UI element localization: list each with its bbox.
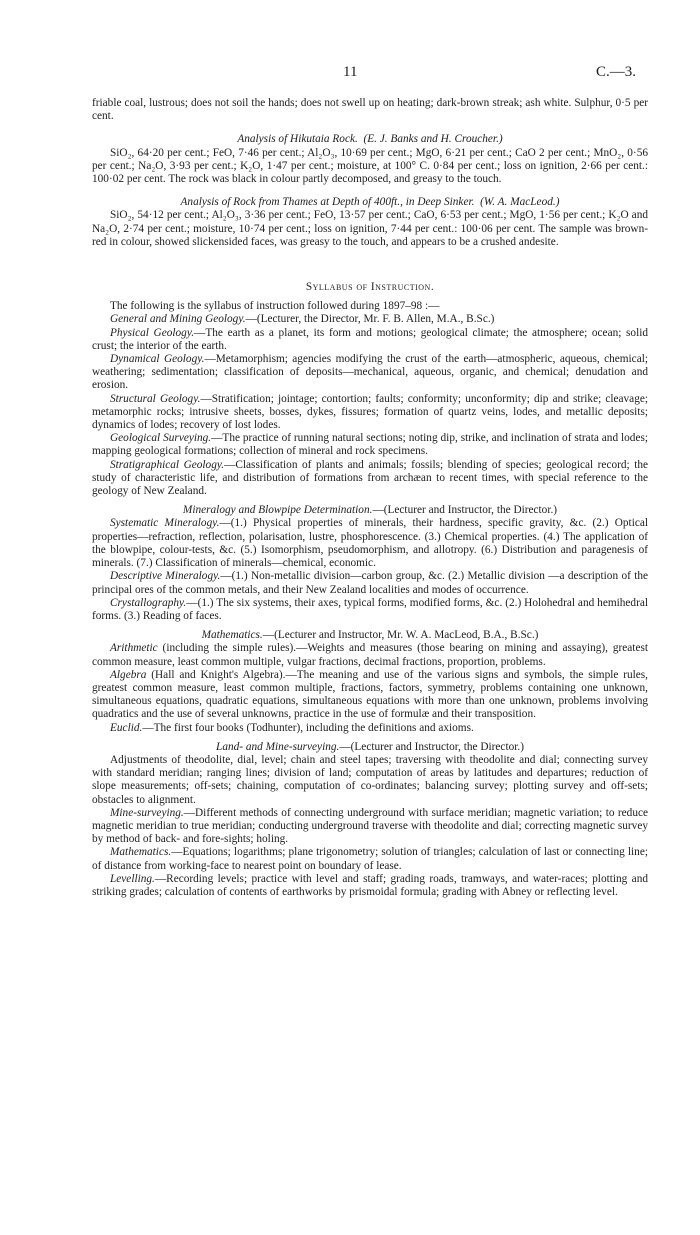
item-text: (Hall and Knight's Algebra).—The meaning and use of the various signs and symbols, the simple rules, greatest common measure, least common multiple, fractions, factors, symmetry, problems containing one unknown, simultaneous equations, quadratic equations, simultaneous equations with more than one unknown, problems involving quadratics and the use of several unknowns, practice in the use of formulæ and their transposition. bbox=[92, 668, 648, 721]
item-term: Crystallography. bbox=[110, 596, 187, 609]
syllabus-intro: The following is the syllabus of instruction followed during 1897–98 :— bbox=[110, 300, 440, 313]
item-text: —(1.) Physical properties of minerals, their hardness, specific gravity, &c. (2.) Optical properties—refraction, reflection, polarisation, lustre, phosphorescence. (3.) Chemical properties. (4.) The application of the blowpipe, colour-tests, &c. (5.) Isomorphism, pseudomorphism, and allotropy. (6.) Distribution and paragenesis of minerals. (7.) Classification of minerals—chemical, economic. bbox=[92, 517, 648, 570]
item-term: Algebra bbox=[110, 668, 147, 681]
item-text: —The practice of running natural sections; noting dip, strike, and inclination of strata and lodes; mapping geological formations; collection of mineral and rock specimens. bbox=[92, 432, 648, 458]
surveying-heading bbox=[92, 741, 648, 754]
item-text: —Stratification; jointage; contortion; faults; conformity; unconformity; dip and strike; cleavage; metamorphic rocks; intrusive sheets, bosses, dykes, fissures; formation of quartz veins, lodes, and metallic deposits; dynamics of lodes; recovery of lost lodes. bbox=[92, 392, 648, 432]
hikutaia-heading bbox=[92, 133, 648, 146]
syllabus-item bbox=[92, 353, 648, 393]
item-term: Mathematics. bbox=[110, 846, 172, 859]
syllabus-item bbox=[92, 432, 648, 458]
item-term: Euclid. bbox=[110, 721, 143, 734]
item-term: Dynamical Geology. bbox=[110, 353, 205, 366]
page-body bbox=[92, 97, 648, 899]
item-term: Systematic Mineralogy. bbox=[110, 517, 220, 530]
item-text: —The earth as a planet, its form and motions; geological climate; the atmosphere; ocean; solid crust; the interior of the earth. bbox=[92, 326, 648, 352]
item-term: Levelling. bbox=[110, 872, 155, 885]
item-term: Stratigraphical Geology. bbox=[110, 458, 225, 471]
item-text: (including the simple rules).—Weights and measures (those bearing on mining and assaying), greatest common measure, least common multiple, vulgar fractions, decimal fractions, proportion, problems. bbox=[92, 642, 648, 668]
mineralogy-title: Mineralogy and Blowpipe Determination. bbox=[182, 504, 373, 517]
item-term: Descriptive Mineralogy. bbox=[110, 570, 221, 583]
mathematics-lecturer: —(Lecturer and Instructor, Mr. W. A. MacLeod, B.A., B.Sc.) bbox=[262, 629, 539, 642]
mineralogy-lecturer: —(Lecturer and Instructor, the Director.) bbox=[372, 504, 558, 517]
hikutaia-title: Analysis of Hikutaia Rock. bbox=[237, 133, 358, 146]
item-text: —(1.) The six systems, their axes, typical forms, modified forms, &c. (2.) Holohedral and hemihedral forms. (3.) Reading of faces. bbox=[92, 596, 648, 622]
syllabus-item bbox=[92, 517, 648, 570]
syllabus-item bbox=[92, 327, 648, 353]
document-code: C.—3. bbox=[596, 64, 637, 80]
item-text: —Equations; logarithms; plane trigonometry; solution of triangles; calculation of last or connecting line; of distance from working-face to nearest point on boundary of lease. bbox=[92, 846, 648, 872]
mineralogy-heading bbox=[92, 504, 648, 517]
thames-authors: (W. A. MacLeod.) bbox=[480, 196, 560, 209]
thames-heading bbox=[92, 196, 648, 209]
syllabus-item bbox=[92, 722, 648, 735]
geology-title: General and Mining Geology. bbox=[110, 313, 246, 326]
item-term: Physical Geology. bbox=[110, 326, 195, 339]
intro-paragraph: friable coal, lustrous; does not soil the hands; does not swell up on heating; dark-brown streak; ash white. Sulphur, 0·5 per cent. bbox=[92, 97, 648, 123]
item-text: —The first four books (Todhunter), including the definitions and axioms. bbox=[142, 721, 474, 734]
surveying-intro: Adjustments of theodolite, dial, level; chain and steel tapes; traversing with theodolite and dial; connecting survey with standard meridian; ranging lines; division of land; computation of areas by latitudes and departures; reduction of slope measurements; off-sets; chaining, computation of co-ordinates; balancing survey; plotting survey and off-sets; obstacles to alignment. bbox=[92, 753, 648, 806]
thames-analysis: SiO₂, 54·12 per cent.; Al₂O₃, 3·36 per cent.; FeO, 13·57 per cent.; CaO, 6·53 per cent.; MgO, 1·56 per cent.; K₂O and Na₂O, 2·74 per cent.; moisture, 10·74 per cent.; loss on ignition, 7·44 per cent.: 100·06 per cent. The sample was brown-red in colour, showed slickensided faces, was greasy to the touch, and appears to be a crushed andesite. bbox=[92, 209, 648, 248]
syllabus-item bbox=[92, 669, 648, 722]
geology-heading bbox=[92, 313, 648, 326]
item-term: Arithmetic bbox=[110, 642, 158, 655]
surveying-title: Land- and Mine-surveying. bbox=[216, 740, 340, 753]
syllabus-item bbox=[92, 570, 648, 596]
hikutaia-analysis: SiO₂, 64·20 per cent.; FeO, 7·46 per cent.; Al₂O₃, 10·69 per cent.; MgO, 6·21 per cent.; CaO 2 per cent.; MnO₂, 0·56 per cent.; Na₂O, 3·93 per cent.; K₂O, 1·47 per cent.; moisture, at 100° C. 0·84 per cent.; loss on ignition, 2·66 per cent.: 100·02 per cent. The rock was black in colour partly decomposed, and greasy to the touch. bbox=[92, 146, 648, 186]
thames-title: Analysis of Rock from Thames at Depth of 400ft., in Deep Sinker. bbox=[180, 196, 475, 209]
item-text: —(1.) Non-metallic division—carbon group, &c. (2.) Metallic division —a description of the principal ores of the common metals, and their New Zealand localities and modes of occurrence. bbox=[92, 570, 648, 596]
mathematics-heading bbox=[92, 629, 648, 642]
item-term: Structural Geology. bbox=[110, 392, 201, 405]
syllabus-item bbox=[92, 459, 648, 499]
geology-lecturer: —(Lecturer, the Director, Mr. F. B. Allen, M.A., B.Sc.) bbox=[245, 313, 495, 326]
syllabus-item bbox=[92, 846, 648, 872]
syllabus-item bbox=[92, 807, 648, 847]
syllabus-item bbox=[92, 597, 648, 623]
item-text: —Different methods of connecting underground with surface meridian; magnetic variation; to reduce magnetic meridian to true meridian; conducting underground traverse with theodolite and dial; correcting magnetic survey by method of back- and fore-sights; holing. bbox=[92, 806, 648, 846]
syllabus-item bbox=[92, 393, 648, 433]
item-text: —Metamorphism; agencies modifying the crust of the earth—atmospheric, aqueous, chemical; weathering; sedimentation; classification of deposits—mechanical, aqueous, organic, and chemical; denudation and erosion. bbox=[92, 353, 648, 392]
syllabus-item bbox=[92, 873, 648, 899]
item-text: —Classification of plants and animals; fossils; blending of species; geological record; the study of characteristic life, and distribution of formations from archæan to recent times, with special reference to the geology of New Zealand. bbox=[92, 458, 648, 498]
syllabus-item bbox=[92, 642, 648, 668]
item-text: —Recording levels; practice with level and staff; grading roads, tramways, and water-races; plotting and striking grades; calculation of contents of earthworks by prismoidal formula; grading with Abney or reflecting level. bbox=[92, 872, 648, 898]
surveying-lecturer: —(Lecturer and Instructor, the Director.) bbox=[339, 740, 524, 753]
page-number: 11 bbox=[343, 64, 358, 80]
hikutaia-authors: (E. J. Banks and H. Croucher.) bbox=[363, 133, 503, 146]
item-term: Geological Surveying. bbox=[110, 432, 212, 445]
syllabus-heading: Syllabus of Instruction. bbox=[305, 281, 435, 294]
item-term: Mine-surveying. bbox=[110, 806, 184, 819]
mathematics-title: Mathematics. bbox=[201, 629, 263, 642]
